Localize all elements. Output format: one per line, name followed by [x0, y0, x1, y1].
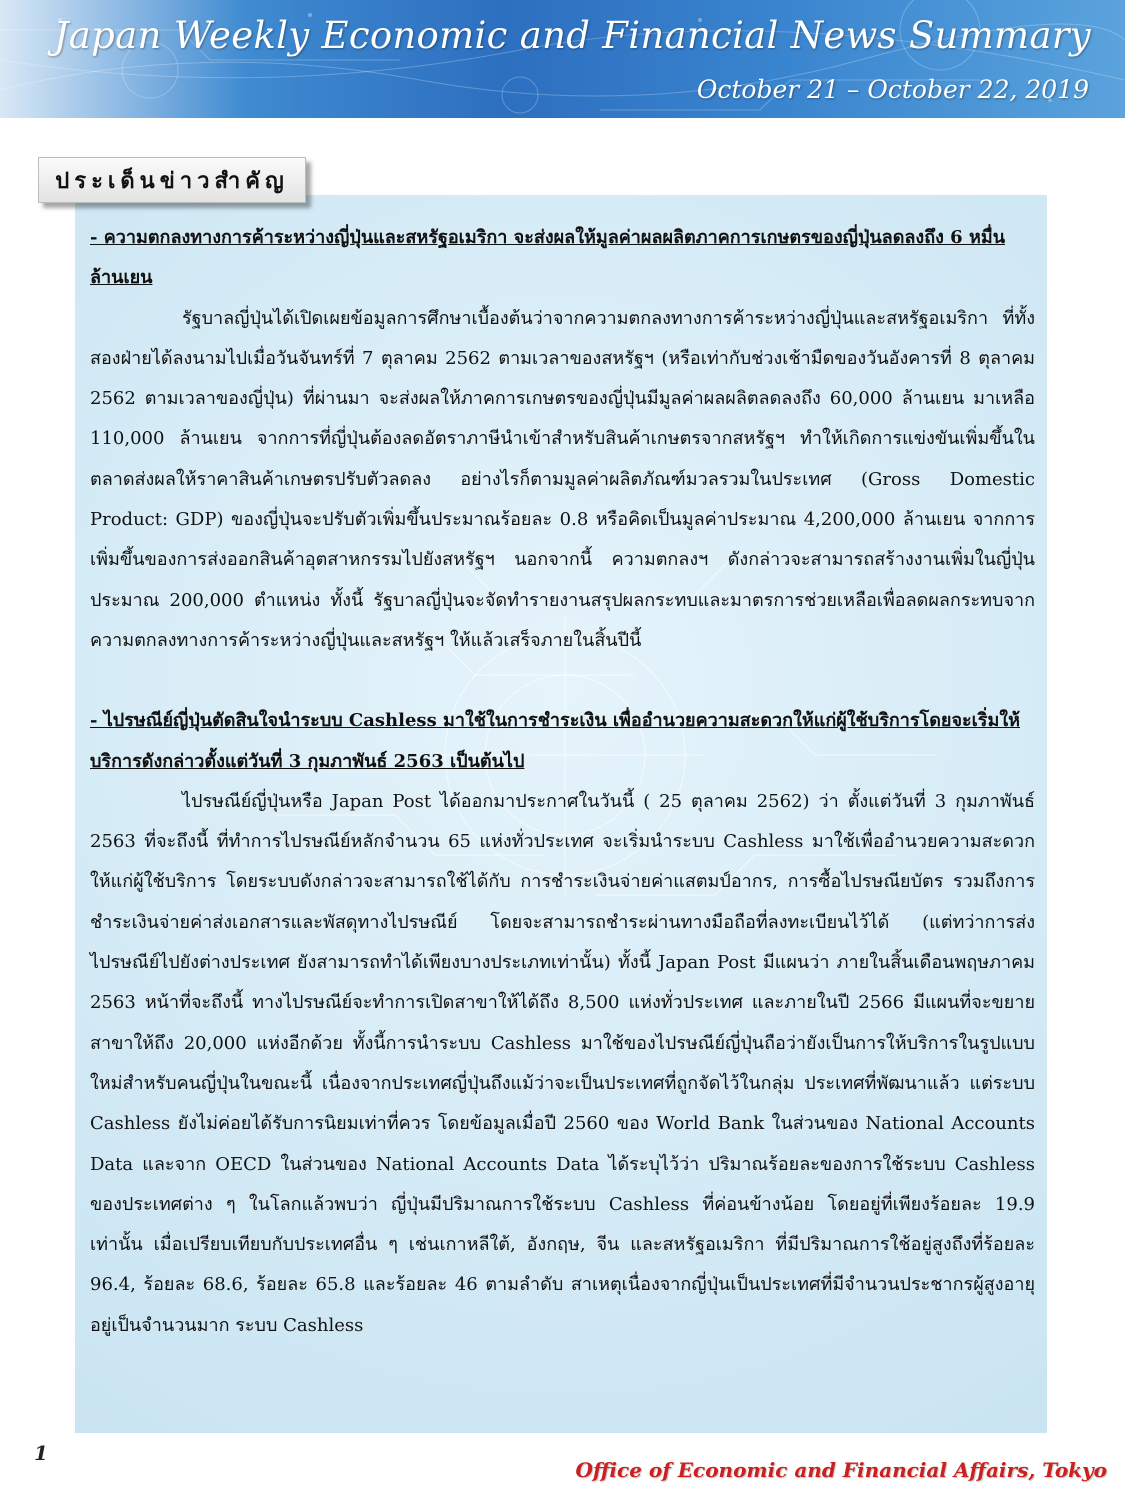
article-heading: - ไปรษณีย์ญี่ปุ่นตัดสินใจนำระบบ Cashless มาใช้ในการชำระเงิน เพื่ออำนวยความสะดวกให้แก่ผู้ใช้บริการโดยจะเริ่มให้บริการดังกล่าวตั้งแต่วันที่ 3 กุมภาพันธ์ 2563 เป็นต้นไป: [90, 710, 1020, 772]
article-spacer: [90, 661, 1035, 701]
footer-office-name: Office of Economic and Financial Affairs, Tokyo: [575, 1458, 1107, 1482]
article-body: ไปรษณีย์ญี่ปุ่นหรือ Japan Post ได้ออกมาประกาศในวันนี้ ( 25 ตุลาคม 2562) ว่า ตั้งแต่วันที่ 3 กุมภาพันธ์ 2563 ที่จะถึงนี้ ที่ทำการไปรษณีย์หลักจำนวน 65 แห่งทั่วประเทศ จะเริ่มนำระบบ Cashless มาใช้เพื่ออำนวยความสะดวกให้แก่ผู้ใช้บริการ โดยระบบดังกล่าวจะสามารถใช้ได้กับ การชำระเงินจ่ายค่าแสตมป์อากร, การซื้อไปรษณียบัตร รวมถึงการชำระเงินจ่ายค่าส่งเอกสารและพัสดุทางไปรษณีย์ โดยจะสามารถชำระผ่านทางมือถือที่ลงทะเบียนไว้ได้ (แต่ทว่าการส่งไปรษณีย์ไปยังต่างประเทศ ยังสามารถทำได้เพียงบางประเภทเท่านั้น) ทั้งนี้ Japan Post มีแผนว่า ภายในสิ้นเดือนพฤษภาคม 2563 หน้าที่จะถึงนี้ ทางไปรษณีย์จะทำการเปิดสาขาให้ได้ถึง 8,500 แห่งทั่วประเทศ และภายในปี 2566 มีแผนที่จะขยายสาขาให้ถึง 20,000 แห่งอีกด้วย ทั้งนี้การนำระบบ Cashless มาใช้ของไปรษณีย์ญี่ปุ่นถือว่ายังเป็นการให้บริการในรูปแบบใหม่สำหรับคนญี่ปุ่นในขณะนี้ เนื่องจากประเทศญี่ปุ่นถึงแม้ว่าจะเป็นประเทศที่ถูกจัดไว้ในกลุ่ม ประเทศที่พัฒนาแล้ว แต่ระบบ Cashless ยังไม่ค่อยได้รับการนิยมเท่าที่ควร โดยข้อมูลเมื่อปี 2560 ของ World Bank ในส่วนของ National Accounts Data และจาก OECD ในส่วนของ National Accounts Data ได้ระบุไว้ว่า ปริมาณร้อยละของการใช้ระบบ Cashless ของประเทศต่าง ๆ ในโลกแล้วพบว่า ญี่ปุ่นมีปริมาณการใช้ระบบ Cashless ที่ค่อนข้างน้อย โดยอยู่ที่เพียงร้อยละ 19.9 เท่านั้น เมื่อเปรียบเทียบกับประเทศอื่น ๆ เช่นเกาหลีใต้, อังกฤษ, จีน และสหรัฐอเมริกา ที่มีปริมาณการใช้อยู่สูงถึงที่ร้อยละ 96.4, ร้อยละ 68.6, ร้อยละ 65.8 และร้อยละ 46 ตามลำดับ สาเหตุเนื่องจากญี่ปุ่นเป็นประเทศที่มีจำนวนประชากรผู้สูงอายุอยู่เป็นจำนวนมาก ระบบ Cashless: [90, 790, 1035, 1336]
header-banner: [0, 0, 1125, 118]
article-content: [90, 218, 1035, 1346]
report-title: Japan Weekly Economic and Financial News Summary: [53, 14, 1091, 57]
article-heading: - ความตกลงทางการค้าระหว่างญี่ปุ่นและสหรัฐอเมริกา จะส่งผลให้มูลค่าผลผลิตภาคการเกษตรของญี่ปุ่นลดลงถึง 6 หมื่นล้านเยน: [90, 227, 1006, 289]
article-trade-agreement: [90, 218, 1035, 661]
section-label: ประเด็นข่าวสำคัญ: [38, 157, 306, 203]
report-date-range: October 21 – October 22, 2019: [696, 75, 1089, 104]
page-number: 1: [34, 1441, 48, 1465]
article-japan-post-cashless: [90, 701, 1035, 1346]
article-body: รัฐบาลญี่ปุ่นได้เปิดเผยข้อมูลการศึกษาเบื้องต้นว่าจากความตกลงทางการค้าระหว่างญี่ปุ่นและสหรัฐอเมริกา ที่ทั้งสองฝ่ายได้ลงนามไปเมื่อวันจันทร์ที่ 7 ตุลาคม 2562 ตามเวลาของสหรัฐฯ (หรือเท่ากับช่วงเช้ามืดของวันอังคารที่ 8 ตุลาคม 2562 ตามเวลาของญี่ปุ่น) ที่ผ่านมา จะส่งผลให้ภาคการเกษตรของญี่ปุ่นมีมูลค่าผลผลิตลดลงถึง 60,000 ล้านเยน มาเหลือ 110,000 ล้านเยน จากการที่ญี่ปุ่นต้องลดอัตราภาษีนำเข้าสำหรับสินค้าเกษตรจากสหรัฐฯ ทำให้เกิดการแข่งขันเพิ่มขึ้นในตลาดส่งผลให้ราคาสินค้าเกษตรปรับตัวลดลง อย่างไรก็ตามมูลค่าผลิตภัณฑ์มวลรวมในประเทศ (Gross Domestic Product: GDP) ของญี่ปุ่นจะปรับตัวเพิ่มขึ้นประมาณร้อยละ 0.8 หรือคิดเป็นมูลค่าประมาณ 4,200,000 ล้านเยน จากการเพิ่มขึ้นของการส่งออกสินค้าอุตสาหกรรมไปยังสหรัฐฯ นอกจากนี้ ความตกลงฯ ดังกล่าวจะสามารถสร้างงานเพิ่มในญี่ปุ่นประมาณ 200,000 ตำแหน่ง ทั้งนี้ รัฐบาลญี่ปุ่นจะจัดทำรายงานสรุปผลกระทบและมาตรการช่วยเหลือเพื่อลดผลกระทบจากความตกลงทางการค้าระหว่างญี่ปุ่นและสหรัฐฯ ให้แล้วเสร็จภายในสิ้นปีนี้: [90, 307, 1035, 651]
